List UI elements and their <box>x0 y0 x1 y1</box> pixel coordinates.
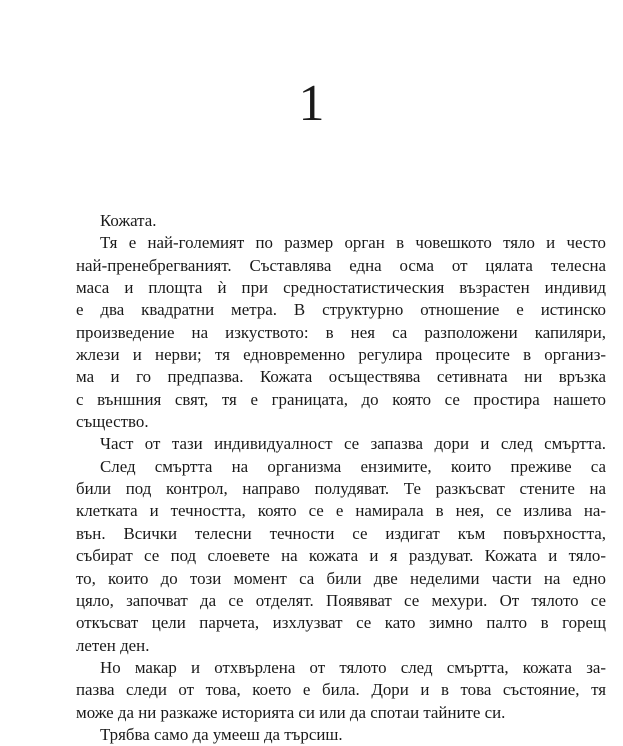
chapter-body <box>76 210 606 746</box>
text-line: клетката и течността, която се е намирала в нея, се излива на- <box>76 501 606 521</box>
text-line: били под контрол, направо полудяват. Те разкъсват стените на <box>76 479 606 499</box>
text-line: Тя е най-големият по размер орган в човешкото тяло и често <box>100 233 606 253</box>
text-line: същество. <box>76 412 149 432</box>
text-line: Но макар и отхвърлена от тялото след смъртта, кожата за- <box>100 657 606 677</box>
text-line: най-пренебрегваният. Съставлява една осма от цялата телесна <box>76 255 606 275</box>
text-line: пазва следи от това, което е била. Дори и в това състояние, тя <box>76 680 606 700</box>
text-line: то, които до този момент са били две неделими части на едно <box>76 568 606 588</box>
text-line: Кожата. <box>100 211 157 230</box>
text-line: събират се под слоевете на кожата и я раздуват. Кожата и тяло- <box>76 546 606 566</box>
text-line: с външния свят, тя е границата, до която се простира нашето <box>76 389 606 409</box>
text-line: вън. Всички телесни течности се издигат към повърхността, <box>76 523 606 543</box>
chapter-number: 1 <box>298 75 325 132</box>
text-line: Част от тази индивидуалност се запазва дори и след смъртта. <box>100 434 606 454</box>
text-line: маса и площта ѝ при средностатистическия възрастен индивид <box>76 278 606 298</box>
text-line: ма и го предпазва. Кожата осъществява сетивната ни връзка <box>76 367 606 387</box>
text-line: произведение на изкуството: в нея са разположени капиляри, <box>76 322 606 342</box>
text-line: откъсват цели парчета, изхлузват се като зимно палто в горещ <box>76 613 606 633</box>
text-line: може да ни разкаже историята си или да спотаи тайните си. <box>76 702 506 722</box>
text-line: е два квадратни метра. В структурно отношение е истинско <box>76 300 606 320</box>
text-line: цяло, започват да се отделят. Появяват се мехури. От тялото се <box>76 590 606 610</box>
text-line: жлези и нерви; тя едновременно регулира процесите в организ- <box>76 345 606 365</box>
text-line: След смъртта на организма ензимите, които преживе са <box>100 456 606 476</box>
text-line: Трябва само да умееш да търсиш. <box>100 724 343 744</box>
text-line: летен ден. <box>76 635 150 655</box>
